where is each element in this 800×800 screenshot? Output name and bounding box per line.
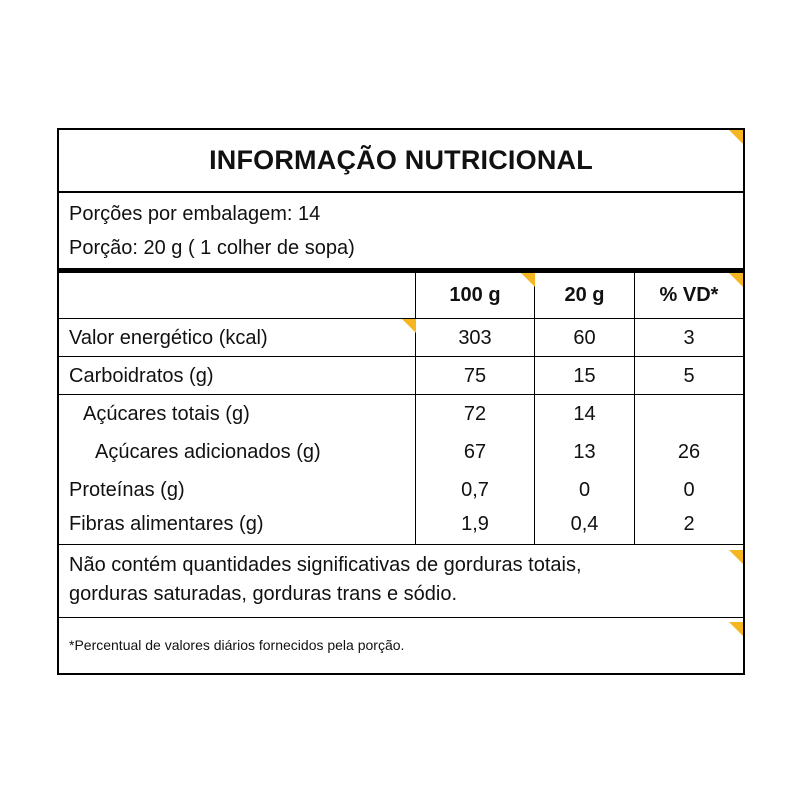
nutrient-vd: 2 [683, 512, 695, 535]
nutrient-per-serving: 13 [573, 440, 596, 463]
corner-mark-icon [521, 273, 535, 287]
column-header-100g: 100 g [449, 283, 501, 306]
nutrient-per100: 1,9 [461, 512, 489, 535]
disclaimer-line-2: gorduras saturadas, gorduras trans e sódio. [69, 583, 457, 605]
nutrition-facts-table [57, 128, 745, 675]
column-header-vd: % VD* [659, 283, 719, 306]
disclaimer-line-1: Não contém quantidades significativas de gorduras totais, [69, 554, 582, 576]
nutrient-vd: 5 [683, 364, 695, 387]
nutrient-grid [59, 273, 743, 544]
nutrient-per-serving: 0,4 [570, 512, 599, 535]
corner-mark-icon [402, 319, 416, 333]
nutrient-per-serving: 0 [578, 478, 591, 501]
nutrient-name: Fibras alimentares (g) [69, 512, 264, 535]
table-title: INFORMAÇÃO NUTRICIONAL [59, 130, 743, 193]
portion-info [59, 193, 743, 273]
corner-mark-icon [729, 130, 743, 144]
nutrient-per100: 75 [463, 364, 487, 387]
nutrient-vd [635, 395, 743, 433]
disclaimer-note [59, 544, 743, 618]
nutrient-name: Açúcares adicionados (g) [95, 440, 321, 463]
nutrient-name: Açúcares totais (g) [83, 402, 250, 425]
nutrient-name: Proteínas (g) [69, 478, 185, 501]
nutrient-vd: 3 [683, 326, 695, 349]
nutrient-per-serving: 15 [573, 364, 596, 387]
corner-mark-icon [729, 273, 743, 287]
corner-mark-icon [729, 622, 743, 636]
corner-mark-icon [729, 550, 743, 564]
column-header-portion: 20 g [564, 283, 605, 306]
nutrient-per-serving: 14 [573, 402, 596, 425]
nutrient-per100: 303 [458, 326, 492, 349]
nutrient-per100: 72 [463, 402, 487, 425]
nutrient-name: Carboidratos (g) [69, 364, 214, 387]
nutrient-per100: 67 [463, 440, 487, 463]
nutrient-vd: 26 [677, 440, 701, 463]
nutrient-per100: 0,7 [461, 478, 489, 501]
nutrient-name: Valor energético (kcal) [69, 326, 268, 349]
servings-per-package: Porções por embalagem: 14 [69, 203, 321, 225]
serving-size: Porção: 20 g ( 1 colher de sopa) [69, 237, 355, 259]
nutrient-per-serving: 60 [573, 326, 596, 349]
nutrient-vd: 0 [683, 478, 695, 501]
footnote: *Percentual de valores diários fornecidos pela porção. [69, 637, 405, 653]
